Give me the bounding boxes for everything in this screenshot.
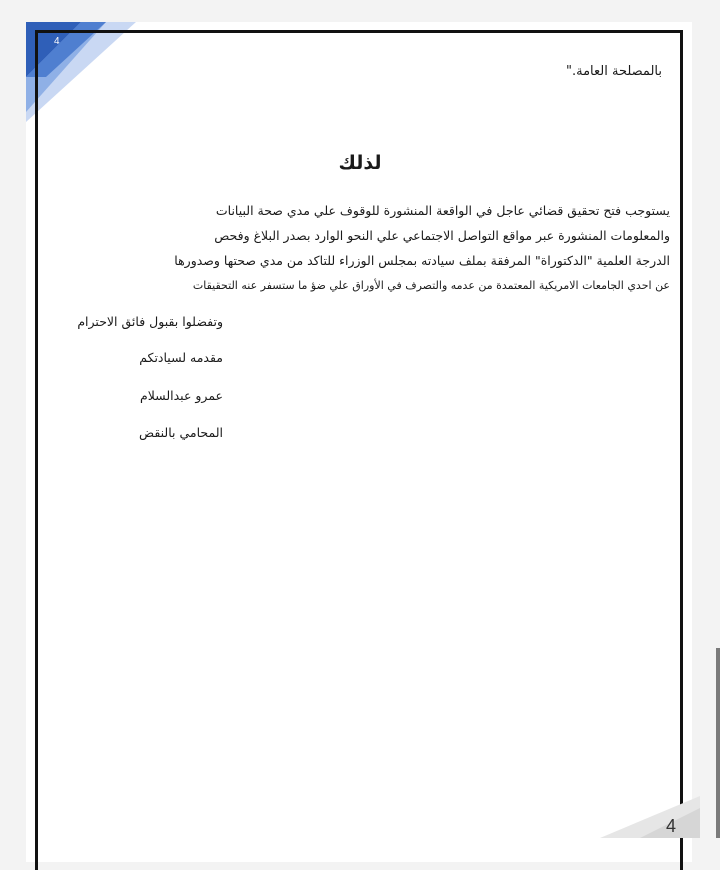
paragraph-line: يستوجب فتح تحقيق قضائي عاجل في الواقعة المنشورة للوقوف علي مدي صحة البيانات <box>215 203 670 218</box>
paragraph-line: عن احدي الجامعات الامريكية المعتمدة من عدمه والتصرف في الأوراق علي ضؤ ما ستسفر عنه التحقيقات <box>192 279 670 292</box>
page-number-top: 4 <box>54 36 60 47</box>
page-number-bottom: 4 <box>665 816 676 836</box>
scrollbar-thumb[interactable] <box>716 648 720 838</box>
closing-fragment: بالمصلحة العامة." <box>566 64 662 79</box>
signoff-title: المحامي بالنقض <box>139 425 223 440</box>
signoff-name: عمرو عبدالسلام <box>139 388 223 403</box>
paragraph-line: والمعلومات المنشورة عبر مواقع التواصل الاجتماعي علي النحو الوارد بصدر البلاغ وفحص <box>214 228 670 243</box>
section-heading: لذلك <box>338 152 382 174</box>
signoff-respect: وتفضلوا بقبول فائق الاحترام <box>77 314 223 329</box>
paragraph-line: الدرجة العلمية "الدكتوراة" المرفقة بملف سيادته بمجلس الوزراء للتاكد من مدي صحتها وصدورها <box>174 253 670 268</box>
next-page-corner-decoration <box>600 796 700 838</box>
signoff-presented-by: مقدمه لسيادتكم <box>139 350 223 365</box>
